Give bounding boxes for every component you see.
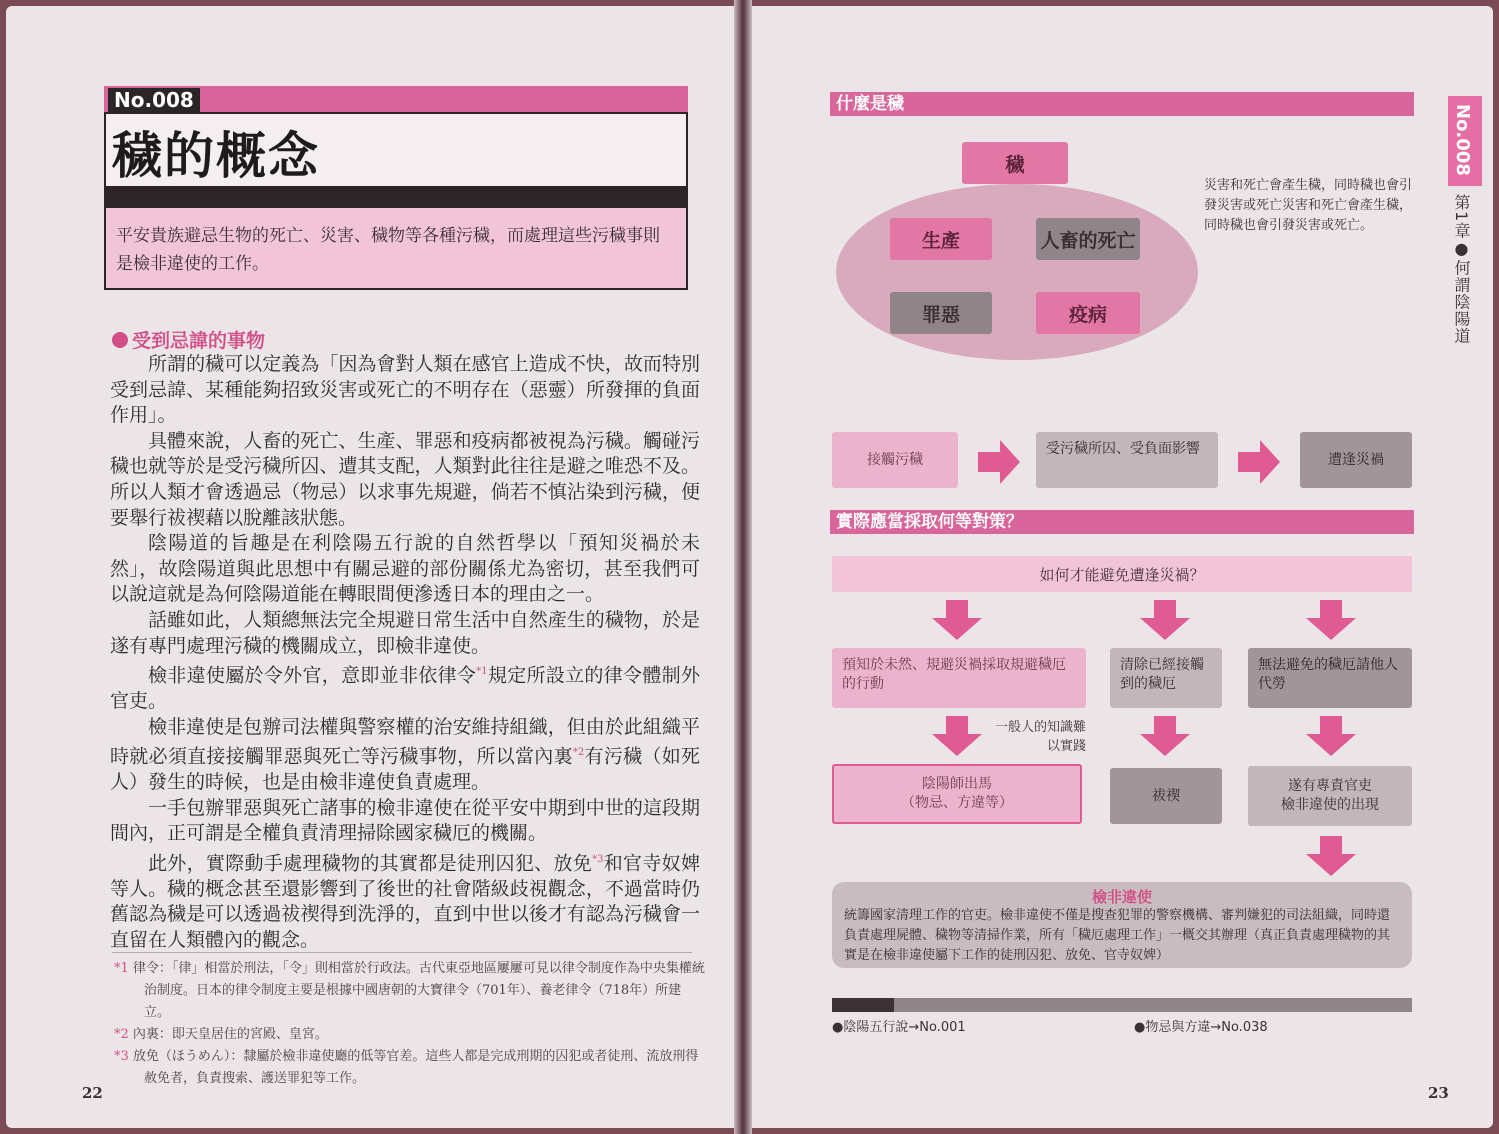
footnote-mark: *2: [114, 1027, 129, 1042]
section-bar-countermeasures: [830, 510, 1414, 534]
entry-number: No.008: [108, 88, 200, 112]
paragraph: 所謂的穢可以定義為「因為會對人類在感官上造成不快，故而特別受到忌諱、某種能夠招致災害或死亡的不明存在（惡靈）所發揮的負面作用」。: [110, 353, 700, 427]
paragraph: [110, 715, 700, 796]
intro-box: [104, 206, 688, 290]
explanation-box: [832, 882, 1412, 968]
related-bar: [832, 998, 1412, 1012]
item-chip: 疫病: [1036, 292, 1140, 334]
footnote-ref: *2: [572, 747, 585, 759]
kegare-ellipse: [836, 184, 1198, 360]
flow-step: 受污穢所囚、受負面影響: [1036, 432, 1218, 488]
section-heading: [112, 326, 265, 353]
arrow-right-icon: [978, 438, 1022, 486]
tab-label: No.008: [1452, 104, 1473, 176]
arrow-down-icon: [1306, 600, 1356, 640]
paragraph-part: 和官寺奴婢等人。穢的概念甚至還影響到了後世的社會階級歧視觀念，不過當時仍舊認為穢是可以透過祓禊得到洗淨的，直到中世以後才有認為污穢會一直留在人類體內的觀念。: [110, 852, 700, 952]
difficulty-note: 一般人的知識難以實踐: [994, 720, 1086, 754]
explanation-title: 檢非違使: [1091, 888, 1152, 906]
result-box: 陰陽師出馬 （物忌、方違等）: [832, 764, 1082, 824]
footnote-mark: *1: [114, 961, 129, 976]
related-link[interactable]: ●陰陽五行說→No.001: [832, 1020, 966, 1035]
page-number-right: 23: [1428, 1084, 1449, 1102]
related-link[interactable]: ●物忌與方違→No.038: [1134, 1020, 1268, 1035]
footnote-text: 律令：「律」相當於刑法，「令」則相當於行政法。古代東亞地區屢屢可見以律令制度作為中央集權統治制度。日本的律令制度主要是根據中國唐朝的大寶律令（701年）、養老律令（718年）所建立。: [132, 961, 705, 1020]
paragraph: 陰陽道的旨趣是在利陰陽五行說的自然哲學以「預知災禍於未然」，故陰陽道與此思想中有關忌避的部份關係尤為密切，甚至我們可以說這就是為何陰陽道能在轉眼間便滲透日本的理由之一。: [110, 532, 700, 606]
paragraph-part: 此外，實際動手處理穢物的其實都是徒刑囚犯、放免: [148, 852, 593, 875]
item-chip: 罪惡: [890, 292, 992, 334]
related-tag: [832, 998, 894, 1012]
paragraph-part: 有污穢（如死人）發生的時候，也是由檢非違使負責處理。: [110, 745, 700, 794]
arrow-down-icon: [932, 716, 982, 756]
paragraph: 一手包辦罪惡與死亡諸事的檢非違使在從平安中期到中世的這段期間內，正可謂是全權負責清理掃除國家穢厄的機關。: [110, 796, 700, 845]
option-box: 無法避免的穢厄請他人代勞: [1248, 648, 1412, 708]
side-caption: 災害和死亡會產生穢，同時穢也會引發災害或死亡災害和死亡會產生穢，同時穢也會引發災害或死亡。: [1204, 178, 1413, 233]
page-title: 穢的概念: [112, 126, 320, 185]
body-text: [110, 352, 700, 954]
arrow-down-icon: [1306, 716, 1356, 756]
paragraph: [110, 659, 700, 715]
footnote-divider: [112, 952, 692, 953]
section-title: 什麼是穢: [836, 94, 904, 114]
section-heading-text: 受到忌諱的事物: [132, 330, 266, 352]
arrow-down-icon: [1140, 716, 1190, 756]
explanation-text: 統籌國家清理工作的官吏。檢非違使不僅是搜查犯罪的警察機構、審判嫌犯的司法組織，同時還負責處理屍體、穢物等清掃作業，所有「穢厄處理工作」一概交其辦理（真正負責處理穢物的其實是在檢非違使屬下工作的徒刑囚犯、放免、官寺奴婢）: [844, 908, 1391, 963]
footnote-ref: *3: [592, 853, 604, 865]
chapter-label: 第1章●何謂陰陽道: [1452, 194, 1471, 345]
arrow-right-icon: [1238, 438, 1282, 486]
result-box: 祓禊: [1110, 768, 1222, 824]
option-box: 預知於未然、規避災禍採取規避穢厄的行動: [832, 648, 1086, 708]
footnote: [114, 1046, 706, 1090]
question-box: 如何才能避免遭逢災禍？: [832, 556, 1412, 592]
paragraph: 具體來說，人畜的死亡、生產、罪惡和疫病都被視為污穢。觸碰污穢也就等於是受污穢所囚、遭其支配，人類對此往往是避之唯恐不及。所以人類才會透過忌（物忌）以求事先規避，倘若不慎沾染到污穢，便要舉行祓禊藉以脫離該狀態。: [110, 429, 700, 529]
footnote: [114, 958, 706, 1024]
result-box: 遂有專責官吏 檢非違使的出現: [1248, 766, 1412, 826]
page-number-left: 22: [82, 1084, 103, 1102]
footnote: [114, 1024, 706, 1046]
flow-step: 接觸污穢: [832, 432, 958, 488]
book-gutter: [734, 0, 752, 1134]
footnote-ref: *1: [476, 666, 488, 678]
item-chip: 人畜的死亡: [1036, 218, 1140, 260]
arrow-down-icon: [1306, 836, 1356, 876]
chapter-tab: [1448, 96, 1482, 186]
arrow-down-icon: [932, 600, 982, 640]
footnote-mark: *3: [114, 1049, 129, 1064]
paragraph-part: 規定所設立的律令體制外官吏。: [110, 664, 700, 713]
paragraph-part: 檢非違使屬於令外官，意即並非依律令: [148, 664, 477, 687]
kegare-chip: 穢: [962, 142, 1068, 184]
intro-text: 平安貴族避忌生物的死亡、災害、穢物等各種污穢，而處理這些污穢事則是檢非違使的工作。: [116, 226, 660, 274]
paragraph: 話雖如此，人類總無法完全規避日常生活中自然產生的穢物，於是遂有專門處理污穢的機關成立，即檢非違使。: [110, 608, 700, 657]
section-bar-what-is-kegare: [830, 92, 1414, 116]
item-chip: 生產: [890, 218, 992, 260]
section-title: 實際應當採取何等對策？: [836, 512, 1023, 532]
flow-step: 遭逢災禍: [1300, 432, 1412, 488]
footnote-text: 放免（ほうめん）：隸屬於檢非違使廳的低等官差。這些人都是完成刑期的囚犯或者徒刑、流放刑得赦免者，負責搜索、護送罪犯等工作。: [132, 1049, 699, 1086]
bullet-icon: [112, 332, 128, 348]
arrow-down-icon: [1140, 600, 1190, 640]
title-underbar: [104, 186, 688, 206]
option-box: 清除已經接觸到的穢厄: [1110, 648, 1222, 708]
footnotes: [114, 958, 706, 1090]
paragraph-part: 檢非違使是包辦司法權與警察權的治安維持組織，但由於此組織平時就必須直接接觸罪惡與死亡等污穢事物，所以當內裏: [110, 715, 700, 768]
footnote-text: 內裏：即天皇居住的宮殿、皇宮。: [132, 1027, 328, 1042]
paragraph: [110, 847, 700, 954]
